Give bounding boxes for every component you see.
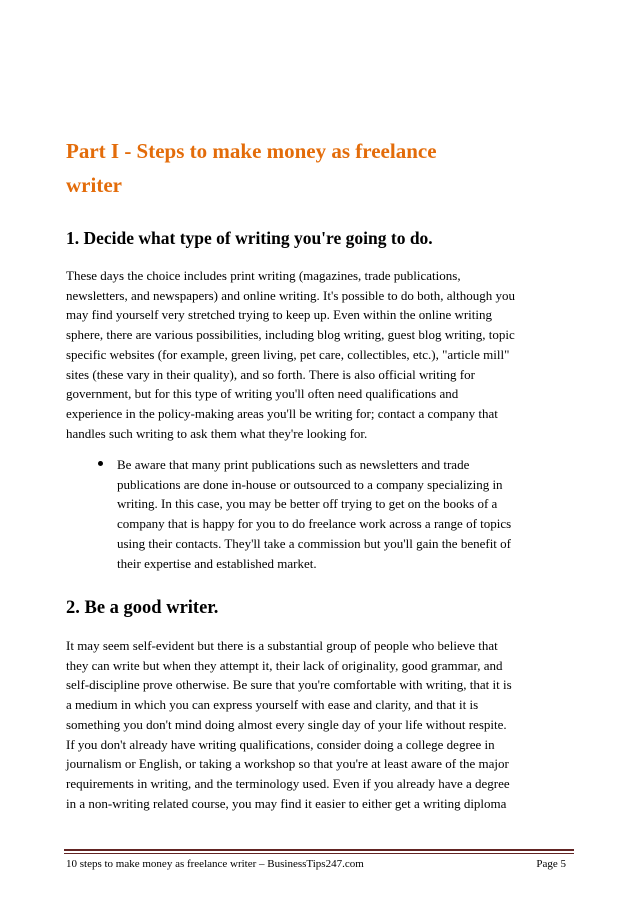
paragraph-line: they can write but when they attempt it, their lack of originality, good grammar, and <box>66 657 503 673</box>
part-title <box>66 134 566 202</box>
part-title-line: writer <box>66 173 122 197</box>
section-2-paragraph <box>66 636 572 813</box>
paragraph-line: something you don't mind doing almost every single day of your life without respite. <box>66 716 507 732</box>
paragraph-line: newsletters, and newspapers) and online writing. It's possible to do both, although you <box>66 287 515 303</box>
paragraph-line: sites (these vary in their quality), and so forth. There is also official writing for <box>66 366 475 382</box>
part-title-line: Part I - Steps to make money as freelance <box>66 139 437 163</box>
paragraph-line: specific websites (for example, green living, pet care, collectibles, etc.), "article mill" <box>66 346 510 362</box>
paragraph-line: government, but for this type of writing you'll often need qualifications and <box>66 386 459 402</box>
paragraph-line: self-discipline prove otherwise. Be sure that you're comfortable with writing, that it is <box>66 677 512 693</box>
paragraph-line: It may seem self-evident but there is a substantial group of people who believe that <box>66 638 498 653</box>
paragraph-line: in a non-writing related course, you may find it easier to either get a writing diploma <box>66 795 507 811</box>
paragraph-line: If you don't already have writing qualifications, consider doing a college degree in <box>66 736 495 752</box>
page-number: Page 5 <box>536 858 566 870</box>
paragraph-line: a medium in which you can express yourself with ease and clarity, and that it is <box>66 697 479 713</box>
footer-divider <box>64 853 574 854</box>
section-heading-1: 1. Decide what type of writing you're going to do. <box>66 228 433 248</box>
bullet-line: publications are done in-house or outsourced to a company specializing in <box>117 476 503 492</box>
paragraph-line: experience in the policy-making areas you'll be writing for; contact a company that <box>66 405 498 421</box>
bullet-line: Be aware that many print publications such as newsletters and trade <box>117 457 470 472</box>
paragraph-line: may find yourself very stretched trying to keep up. Even within the online writing <box>66 307 493 323</box>
paragraph-line: sphere, there are various possibilities, including blog writing, guest blog writing, topic <box>66 327 515 343</box>
bullet-line: using their contacts. They'll take a commission but you'll gain the benefit of <box>117 535 511 551</box>
section-heading-2: 2. Be a good writer. <box>66 598 219 618</box>
bullet-dot-icon <box>98 461 103 466</box>
footer-text: 10 steps to make money as freelance writer – BusinessTips247.com <box>66 858 364 870</box>
bullet-line: their expertise and established market. <box>117 555 317 571</box>
paragraph-line: journalism or English, or taking a workshop so that you're at least aware of the major <box>66 756 509 772</box>
paragraph-line: These days the choice includes print writing (magazines, trade publications, <box>66 268 461 283</box>
section-1-paragraph <box>66 266 572 443</box>
bullet-line: company that is happy for you to do freelance work across a range of topics <box>117 516 512 532</box>
paragraph-line: requirements in writing, and the terminology used. Even if you already have a degree <box>66 775 510 791</box>
bullet-text <box>117 455 557 573</box>
footer-divider <box>64 849 574 851</box>
bullet-line: writing. In this case, you may be better off trying to get on the books of a <box>117 496 498 512</box>
paragraph-line: handles such writing to ask them what they're looking for. <box>66 425 368 441</box>
